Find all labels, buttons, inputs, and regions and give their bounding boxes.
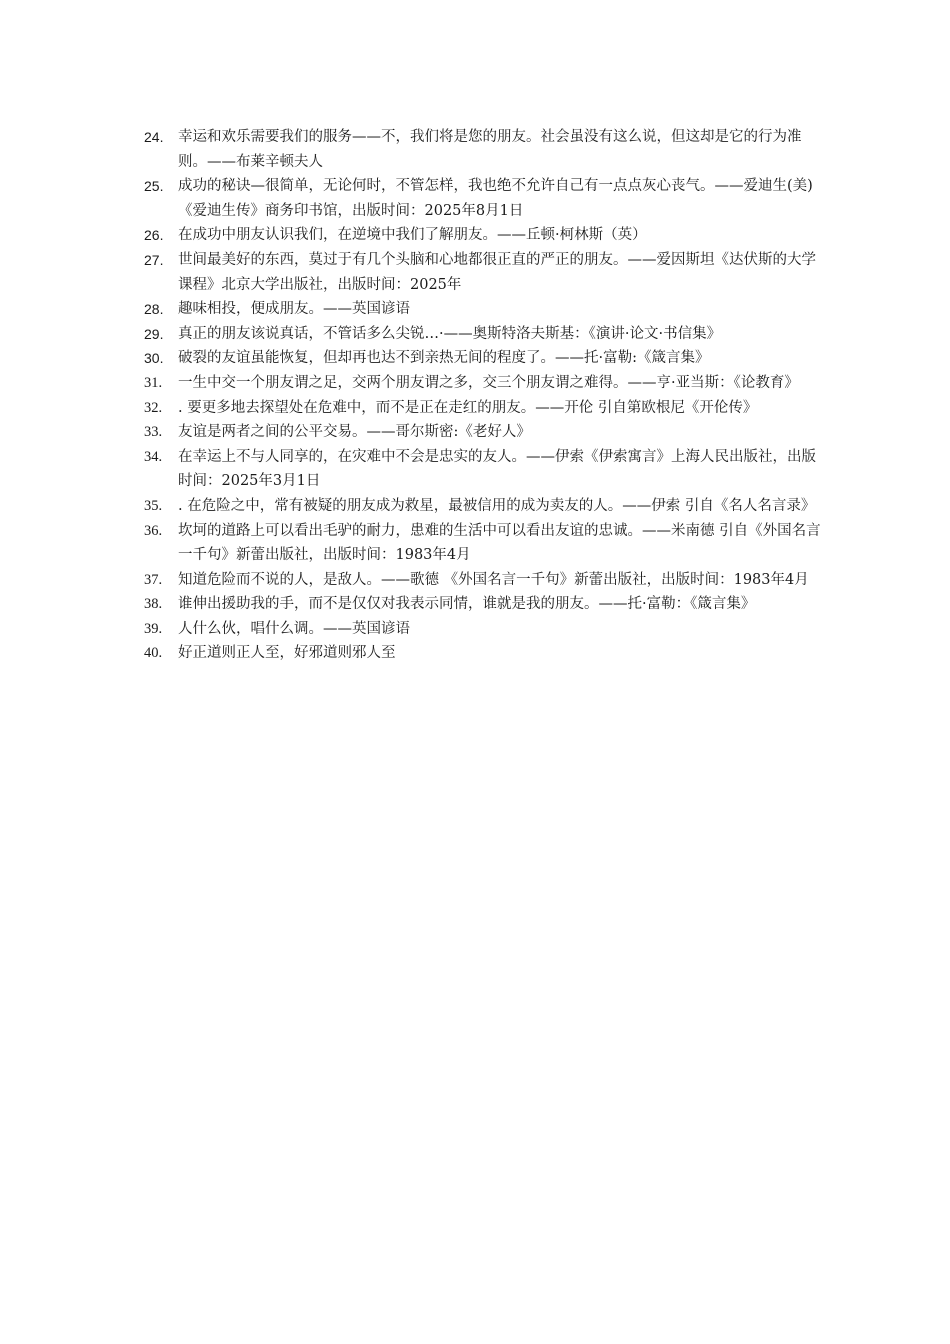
item-number: 35.: [144, 497, 163, 514]
item-number: 37.: [144, 571, 163, 588]
quote-text: 知道危险而不说的人，是敌人。——歌德 《外国名言一千句》新蕾出版社，出版时间：1983年4月: [178, 571, 809, 588]
quote-text: 好正道则正人至，好邪道则邪人至: [178, 645, 396, 662]
quote-text: 在幸运上不与人同享的，在灾难中不会是忠实的友人。——伊索《伊索寓言》上海人民出版社，出版时间：2025年3月1日: [178, 448, 816, 490]
item-number: 31.: [144, 374, 163, 391]
quote-list: [144, 125, 824, 666]
list-item: [144, 371, 824, 396]
quote-text: 在成功中朋友认识我们，在逆境中我们了解朋友。——丘顿·柯林斯（英）: [178, 227, 647, 244]
item-number: 26.: [144, 227, 164, 244]
quote-text: 成功的秘诀—很简单，无论何时，不管怎样，我也绝不允许自己有一点点灰心丧气。——爱迪生(美)《爱迪生传》商务印书馆，出版时间：2025年8月1日: [178, 178, 813, 219]
quote-text: . 在危险之中，常有被疑的朋友成为救星，最被信用的成为卖友的人。——伊索 引自《名人名言录》: [178, 497, 816, 514]
item-number: 29.: [144, 325, 164, 342]
item-number: 27.: [144, 251, 164, 268]
quote-text: 谁伸出援助我的手，而不是仅仅对我表示同情，谁就是我的朋友。——托·富勒：《箴言集》: [178, 596, 756, 613]
quote-text: 破裂的友谊虽能恢复，但却再也达不到亲热无间的程度了。——托·富勒:《箴言集》: [178, 350, 710, 367]
quote-text: 坎坷的道路上可以看出毛驴的耐力，患难的生活中可以看出友谊的忠诚。——米南德 引自《外国名言一千句》新蕾出版社，出版时间：1983年4月: [178, 522, 821, 564]
list-item: [144, 174, 824, 223]
list-item: [144, 617, 824, 642]
quote-text: 趣味相投，便成朋友。——英国谚语: [178, 301, 410, 318]
item-number: 25.: [144, 178, 164, 195]
quote-text: . 要更多地去探望处在危难中，而不是正在走红的朋友。——开伦 引自第欧根尼《开伦传》: [178, 399, 758, 416]
list-item: [144, 248, 824, 297]
item-number: 32.: [144, 399, 163, 416]
quote-text: 一生中交一个朋友谓之足，交两个朋友谓之多，交三个朋友谓之难得。——亨·亚当斯：《论教育》: [178, 374, 799, 391]
list-item: [144, 297, 824, 322]
list-item: [144, 346, 824, 371]
list-item: [144, 494, 824, 519]
list-item: [144, 592, 824, 617]
quote-text: 真正的朋友该说真话，不管话多么尖锐…·——奥斯特洛夫斯基：《演讲·论文·书信集》: [178, 325, 722, 342]
item-number: 28.: [144, 301, 164, 318]
list-item: [144, 519, 824, 568]
item-number: 33.: [144, 424, 163, 441]
list-item: [144, 223, 824, 248]
item-number: 40.: [144, 645, 163, 662]
list-item: [144, 568, 824, 593]
list-item: [144, 420, 824, 445]
item-number: 30.: [144, 350, 164, 367]
item-number: 38.: [144, 596, 163, 613]
list-item: [144, 125, 824, 174]
item-number: 34.: [144, 448, 163, 465]
quote-text: 幸运和欢乐需要我们的服务——不，我们将是您的朋友。社会虽没有这么说，但这却是它的行为准则。——布莱辛顿夫人: [178, 129, 802, 170]
quote-text: 人什么伙，唱什么调。——英国谚语: [178, 620, 410, 637]
list-item: [144, 445, 824, 494]
list-item: [144, 396, 824, 421]
item-number: 39.: [144, 620, 163, 637]
list-item: [144, 641, 824, 666]
quote-text: 友谊是两者之间的公平交易。——哥尔斯密:《老好人》: [178, 424, 531, 441]
quote-text: 世间最美好的东西，莫过于有几个头脑和心地都很正直的严正的朋友。——爱因斯坦《达伏斯的大学课程》北京大学出版社，出版时间：2025年: [178, 251, 816, 293]
item-number: 36.: [144, 522, 163, 539]
item-number: 24.: [144, 129, 164, 145]
list-item: [144, 322, 824, 347]
